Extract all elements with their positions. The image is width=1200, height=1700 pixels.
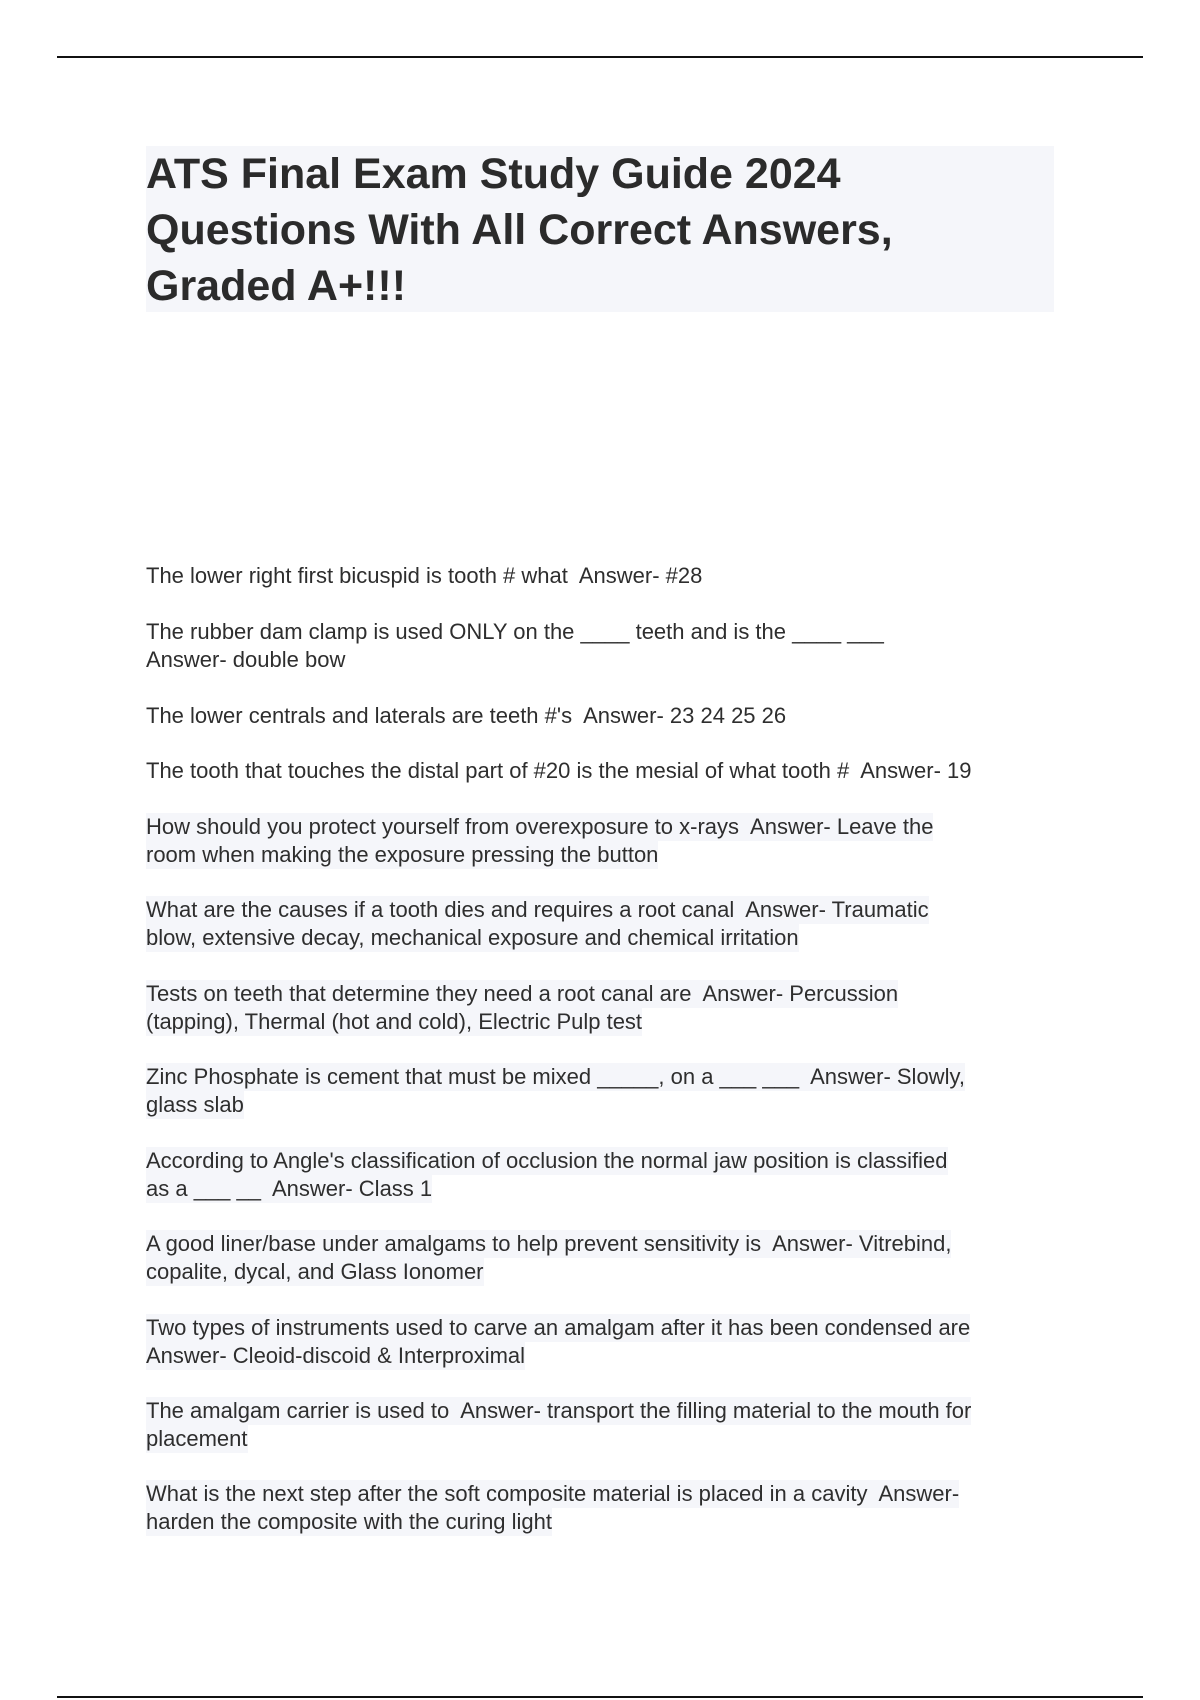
document-title — [146, 146, 1054, 314]
question-answer-item — [146, 1230, 951, 1286]
question-answer-line: How should you protect yourself from overexposure to x-rays Answer- Leave the — [146, 814, 934, 839]
question-answer-item — [146, 562, 702, 590]
question-answer-item — [146, 896, 929, 952]
question-answer-line: The lower right first bicuspid is tooth # what Answer- #28 — [146, 563, 703, 588]
top-rule — [57, 56, 1143, 58]
question-answer-line-row — [146, 1091, 965, 1119]
question-answer-item — [146, 702, 786, 730]
question-answer-item — [146, 757, 971, 785]
question-answer-line: blow, extensive decay, mechanical exposure and chemical irritation — [146, 925, 799, 950]
question-answer-line: Answer- double bow — [146, 647, 346, 672]
question-answer-line: The tooth that touches the distal part of #20 is the mesial of what tooth # Answer- 19 — [146, 758, 972, 783]
question-answer-line-row — [146, 1314, 970, 1342]
question-answer-line: Answer- Cleoid-discoid & Interproximal — [146, 1343, 526, 1368]
question-answer-line: glass slab — [146, 1092, 244, 1117]
question-answer-line: (tapping), Thermal (hot and cold), Electric Pulp test — [146, 1009, 643, 1034]
question-answer-item — [146, 1314, 970, 1370]
question-answer-line-row — [146, 1397, 971, 1425]
question-answer-line: as a ___ __ Answer- Class 1 — [146, 1176, 433, 1201]
question-answer-item — [146, 980, 898, 1036]
question-answer-item — [146, 1480, 959, 1536]
question-answer-line-row — [146, 841, 933, 869]
question-answer-line: A good liner/base under amalgams to help prevent sensitivity is Answer- Vitrebind, — [146, 1231, 952, 1256]
question-answer-line-row — [146, 813, 933, 841]
question-answer-item — [146, 618, 884, 674]
question-answer-line-row — [146, 1258, 951, 1286]
question-answer-line: According to Angle's classification of occlusion the normal jaw position is classified — [146, 1148, 948, 1173]
question-answer-item — [146, 1147, 948, 1203]
question-answer-line: What are the causes if a tooth dies and requires a root canal Answer- Traumatic — [146, 897, 929, 922]
title-line: ATS Final Exam Study Guide 2024 — [146, 150, 841, 198]
question-answer-line: The amalgam carrier is used to Answer- transport the filling material to the mouth for — [146, 1398, 972, 1423]
question-answer-item — [146, 1063, 965, 1119]
question-answer-item — [146, 813, 933, 869]
question-answer-line: Two types of instruments used to carve an amalgam after it has been condensed are — [146, 1315, 971, 1340]
question-answer-line: placement — [146, 1426, 248, 1451]
question-answer-line-row — [146, 1175, 948, 1203]
question-answer-line: The rubber dam clamp is used ONLY on the ____ teeth and is the ____ ___ — [146, 619, 884, 644]
question-answer-line-row — [146, 1063, 965, 1091]
question-answer-line-row — [146, 896, 929, 924]
question-answer-line-row — [146, 702, 786, 730]
question-answer-line-row — [146, 1425, 971, 1453]
question-answer-line-row — [146, 618, 884, 646]
question-answer-item — [146, 1397, 971, 1453]
question-answer-line-row — [146, 1008, 898, 1036]
question-answer-line-row — [146, 1508, 959, 1536]
question-answer-line-row — [146, 757, 971, 785]
question-answer-line: The lower centrals and laterals are teeth #'s Answer- 23 24 25 26 — [146, 703, 787, 728]
question-answer-line-row — [146, 562, 702, 590]
question-answer-line-row — [146, 1147, 948, 1175]
title-block — [146, 146, 1054, 312]
question-answer-line: harden the composite with the curing light — [146, 1509, 553, 1534]
question-answer-line: room when making the exposure pressing the button — [146, 842, 659, 867]
question-answer-line-row — [146, 980, 898, 1008]
title-line: Graded A+!!! — [146, 262, 407, 310]
question-answer-line-row — [146, 1480, 959, 1508]
question-answer-line: copalite, dycal, and Glass Ionomer — [146, 1259, 484, 1284]
question-answer-line-row — [146, 646, 884, 674]
question-answer-line-row — [146, 1230, 951, 1258]
question-answer-line-row — [146, 1342, 970, 1370]
question-answer-line: Tests on teeth that determine they need a root canal are Answer- Percussion — [146, 981, 899, 1006]
question-answer-line: Zinc Phosphate is cement that must be mixed _____, on a ___ ___ Answer- Slowly, — [146, 1064, 965, 1089]
question-answer-line: What is the next step after the soft composite material is placed in a cavity Answer- — [146, 1481, 960, 1506]
question-answer-line-row — [146, 924, 929, 952]
bottom-rule — [57, 1696, 1143, 1698]
title-line: Questions With All Correct Answers, — [146, 206, 893, 254]
